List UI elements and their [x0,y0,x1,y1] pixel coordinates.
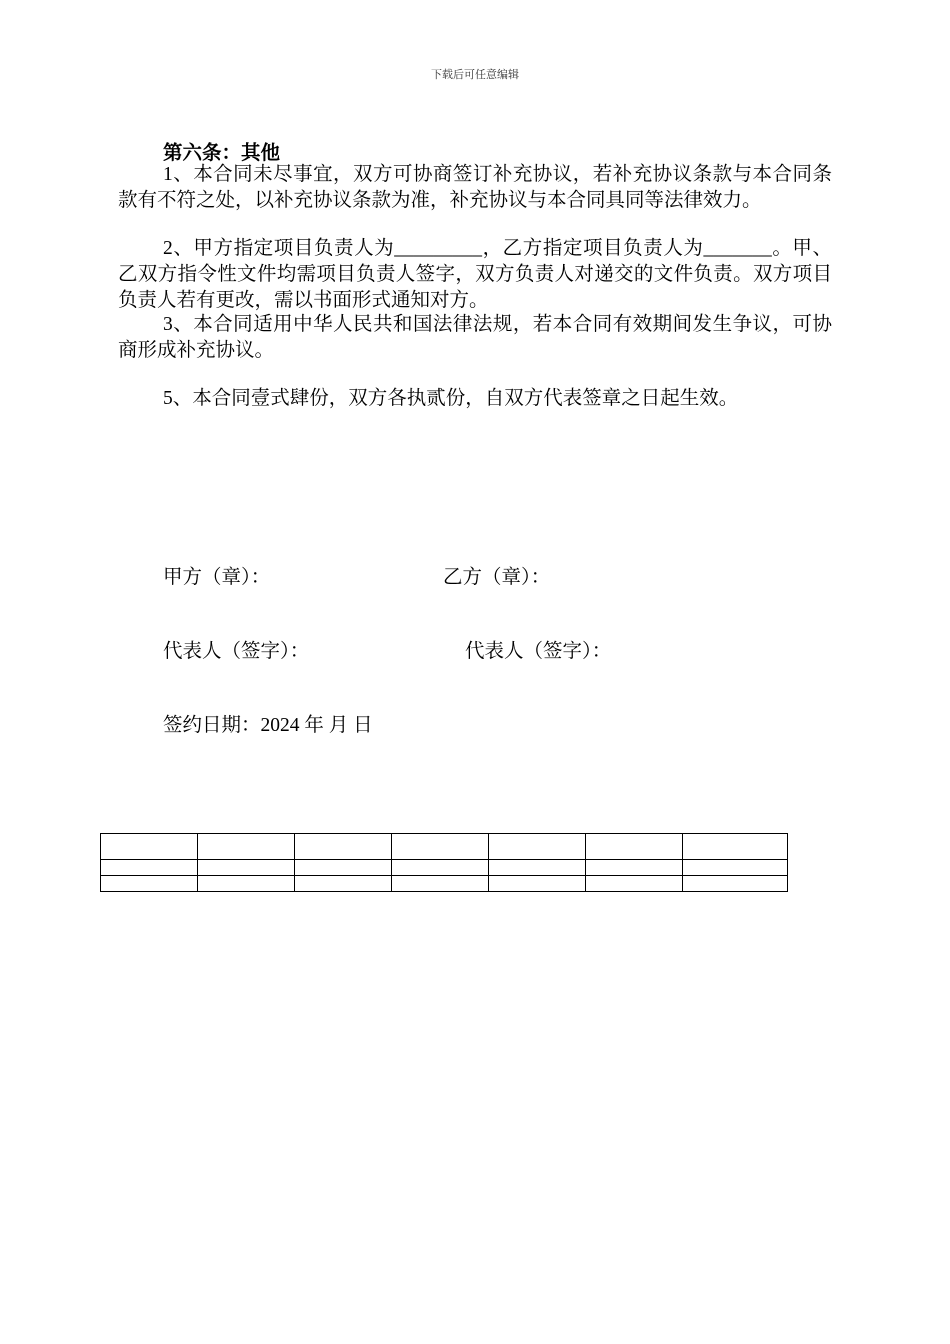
clause-1 [118,162,832,214]
table-cell [683,876,788,892]
clause-2 [118,236,832,314]
table-cell [489,834,586,860]
clause-3-text: 3、本合同适用中华人民共和国法律法规，若本合同有效期间发生争议，可协商形成补充协议。 [118,314,832,361]
table-cell [198,834,295,860]
page-header-note: 下载后可任意编辑 [431,69,519,81]
table-cell [489,876,586,892]
table-row [101,860,788,876]
blank-table [100,833,788,892]
table-cell [101,876,198,892]
table-cell [101,860,198,876]
party-a-seal-label: 甲方（章）： [163,567,271,588]
table-cell [586,834,683,860]
clause-5 [118,386,832,412]
table-cell [392,860,489,876]
clause-2-text: 2、甲方指定项目负责人为_________，乙方指定项目负责人为_______。甲、乙双方指令性文件均需项目负责人签字，双方负责人对递交的文件负责。双方项目负责人若有更改，需以书面形式通知对方。 [118,238,832,311]
table-cell [683,860,788,876]
table-cell [295,834,392,860]
table-cell [198,876,295,892]
table-cell [683,834,788,860]
party-a-rep-label: 代表人（签字）： [163,641,310,662]
clause-3 [118,312,832,364]
table-cell [586,876,683,892]
table-row [101,876,788,892]
table-cell [295,876,392,892]
table-cell [586,860,683,876]
clause-5-text: 5、本合同壹式肆份，双方各执贰份，自双方代表签章之日起生效。 [163,388,739,409]
party-b-seal-label: 乙方（章）： [443,567,551,588]
table-cell [295,860,392,876]
clause-1-text: 1、本合同未尽事宜，双方可协商签订补充协议，若补充协议条款与本合同条款有不符之处，以补充协议条款为准，补充协议与本合同具同等法律效力。 [118,164,832,211]
sign-date-label: 签约日期：2024 年 月 日 [163,715,373,736]
article-heading: 第六条：其他 [163,143,281,164]
table-row [101,834,788,860]
party-b-rep-label: 代表人（签字）： [465,641,612,662]
table-cell [392,876,489,892]
table-cell [392,834,489,860]
table-cell [489,860,586,876]
table-cell [198,860,295,876]
table-cell [101,834,198,860]
